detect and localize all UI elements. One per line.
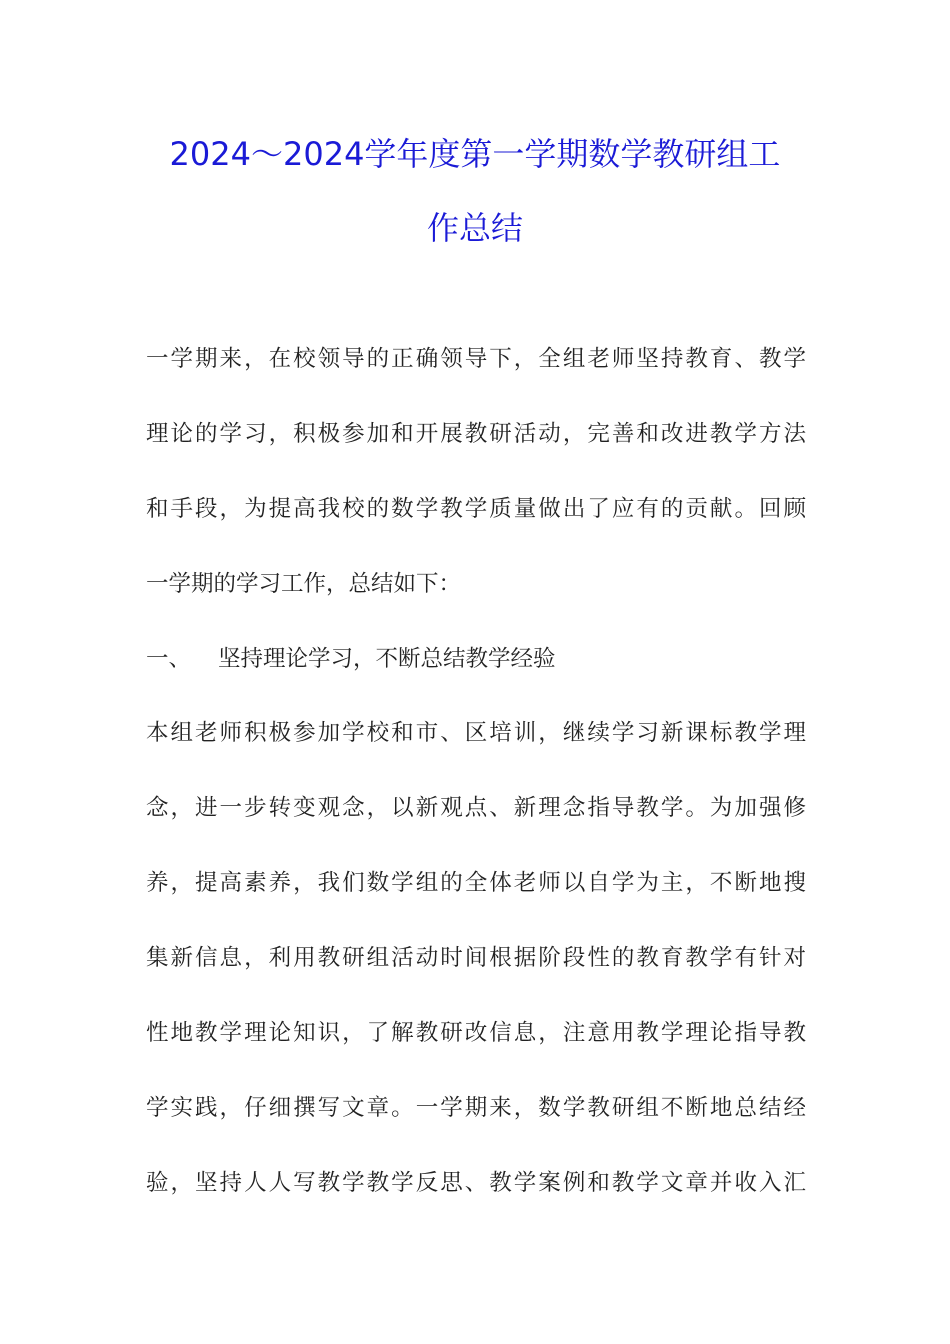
- intro-line-3: 和手段，为提高我校的数学教学质量做出了应有的贡献。回顾: [146, 496, 806, 522]
- section-1-line-7: 验，坚持人人写教学教学反思、教学案例和教学文章并收入汇: [146, 1170, 806, 1196]
- intro-line-1: 一学期来，在校领导的正确领导下，全组老师坚持教育、教学: [146, 346, 806, 372]
- section-1-line-5: 性地教学理论知识，了解教研改信息，注意用教学理论指导教: [146, 1020, 806, 1046]
- document-title-line-2: 作总结: [426, 209, 523, 247]
- section-1-line-4: 集新信息，利用教研组活动时间根据阶段性的教育教学有针对: [146, 945, 806, 971]
- section-1-line-2: 念，进一步转变观念，以新观点、新理念指导教学。为加强修: [146, 795, 806, 821]
- section-1-line-1: 本组老师积极参加学校和市、区培训，继续学习新课标教学理: [146, 720, 806, 746]
- section-1-number: 一、: [146, 646, 192, 672]
- section-1-line-6: 学实践，仔细撰写文章。一学期来，数学教研组不断地总结经: [146, 1095, 806, 1121]
- intro-line-2: 理论的学习，积极参加和开展教研活动，完善和改进教学方法: [146, 421, 806, 447]
- document-title-line-1: 2024～2024学年度第一学期数学教研组工: [169, 135, 781, 173]
- section-1-line-3: 养，提高素养，我们数学组的全体老师以自学为主，不断地搜: [146, 870, 806, 896]
- section-1-heading-text: 坚持理论学习，不断总结教学经验: [218, 646, 556, 672]
- intro-line-4: 一学期的学习工作，总结如下：: [146, 571, 462, 597]
- section-1-heading: [146, 644, 556, 674]
